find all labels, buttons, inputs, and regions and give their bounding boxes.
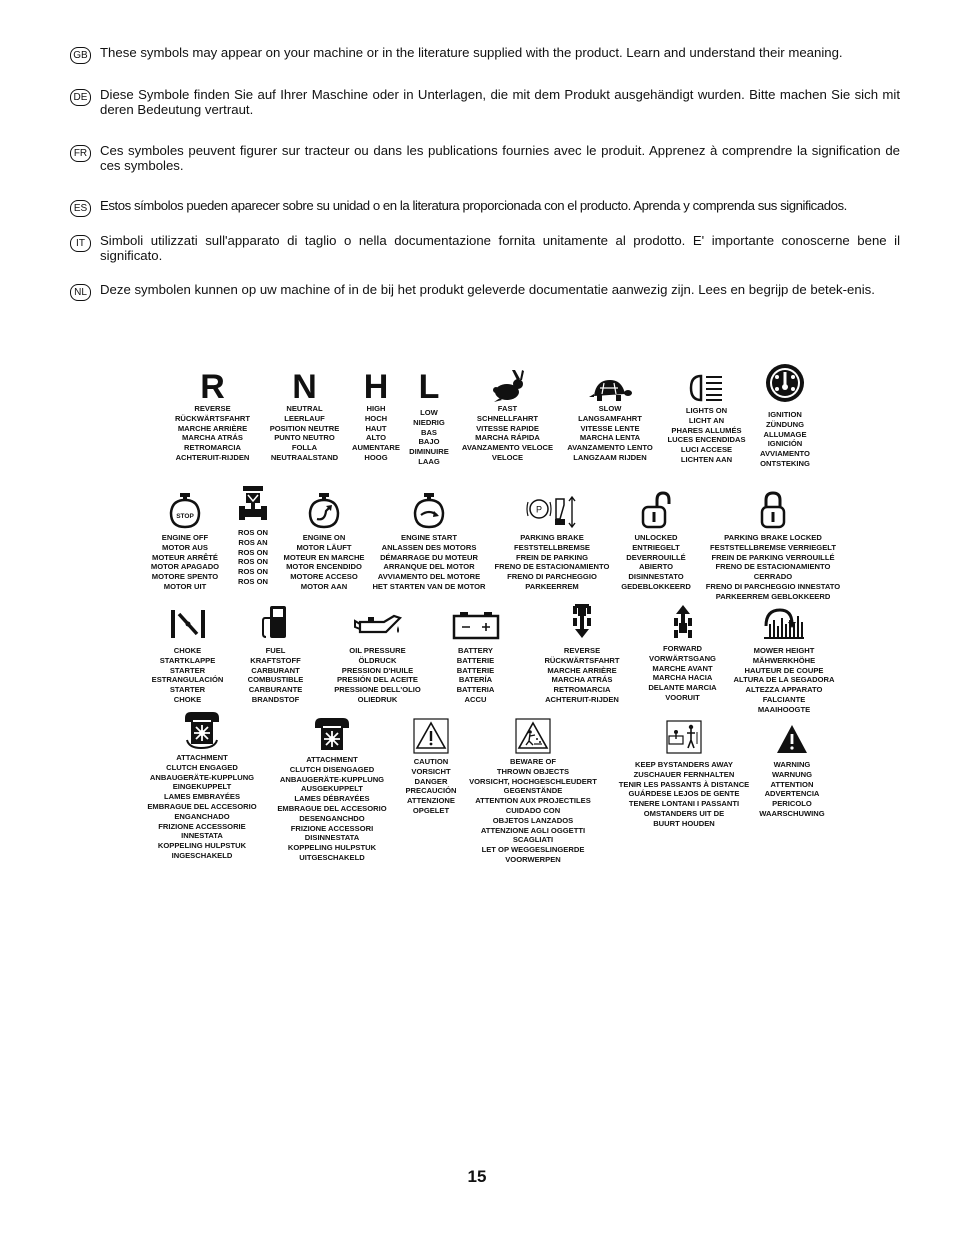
symbol-parking-locked	[695, 487, 851, 602]
symbol-bystanders	[611, 712, 757, 829]
symbol-reverse-2	[530, 598, 634, 705]
label-forward: FORWARD VORWÄRTSGANG MARCHE AVANT MARCHA HACIA DELANTE MARCIA VOORUIT	[648, 644, 717, 702]
lang-badge-de: DE	[70, 89, 91, 106]
label-reverse-2: REVERSE RÜCKWÄRTSFAHRT MARCHE ARRIÈRE MARCHA ATRÁS RETROMARCIA ACHTERUIT-RIJDEN	[544, 646, 620, 704]
thrown-objects-icon	[515, 718, 551, 754]
engine-start-icon	[413, 491, 445, 529]
warning-triangle-icon	[776, 724, 808, 754]
label-slow: SLOW LANGSAMFAHRT VITESSE LENTE MARCHA LENTA AVANZAMENTO LENTO LANGZAAM RIJDEN	[567, 404, 653, 462]
lang-badge-gb: GB	[70, 47, 91, 64]
label-reverse: REVERSE RÜCKWÄRTSFAHRT MARCHE ARRIÈRE MARCHA ATRÁS RETROMARCIA ACHTERUIT-RIJDEN	[174, 404, 251, 462]
label-thrown-objects: BEWARE OF THROWN OBJECTS VORSICHT, HOCHGESCHLEUDERT GEGENSTÄNDE ATTENTION AUX PROJECTILES CUIDADO CON OBJETOS LANZADOS ATTENZIONE AGLI OGGETTI SCAGLIATI LET OP WEGGESLINGERDE VOORWERPEN	[469, 757, 597, 864]
engine-stop-icon	[168, 491, 202, 529]
turtle-icon	[588, 374, 632, 404]
label-engine-on: ENGINE ON MOTOR LÄUFT MOTEUR EN MARCHE MOTOR ENCENDIDO MOTORE ACCESO MOTOR AAN	[283, 533, 365, 591]
symbol-choke	[140, 598, 235, 705]
symbol-engine-off	[140, 487, 230, 592]
intro-de	[70, 88, 900, 117]
symbol-forward	[640, 598, 725, 703]
low-letter-icon: L	[418, 368, 440, 406]
lang-badge-es: ES	[70, 200, 91, 217]
label-unlocked: UNLOCKED ENTRIEGELT DEVERROUILLÉ ABIERTO DISINNESTATO GEDEBLOKKEERD	[621, 533, 691, 591]
label-ros-on: ROS ON ROS AN ROS ON ROS ON ROS ON ROS ON	[238, 528, 268, 586]
clutch-disengaged-icon	[311, 716, 353, 752]
symbol-engine-start	[365, 487, 493, 592]
symbol-neutral	[262, 362, 347, 463]
label-mower-height: MOWER HEIGHT MÄHWERKHÖHE HAUTEUR DE COUPE ALTURA DE LA SEGADORA ALTEZZA APPARATO FALCIANTE MAAIHOOGTE	[733, 646, 835, 714]
reverse-operation-icon	[238, 484, 268, 524]
label-oil: OIL PRESSURE ÖLDRUCK PRESSION D'HUILE PRESIÓN DEL ACEITE PRESSIONE DELL'OLIO OLIEDRUK	[334, 646, 421, 704]
label-engine-start: ENGINE START ANLASSEN DES MOTORS DÉMARRAGE DU MOTEUR ARRANQUE DEL MOTOR AVVIAMENTO DEL MOTORE HET STARTEN VAN DE MOTOR	[372, 533, 486, 591]
engine-run-icon	[308, 491, 340, 529]
intro-nl	[70, 283, 900, 301]
parking-brake-icon	[526, 495, 578, 529]
stop-text: STOP	[176, 513, 194, 520]
label-choke: CHOKE STARTKLAPPE STARTER ESTRANGULACIÓN STARTER CHOKE	[151, 646, 224, 704]
caution-triangle-icon	[413, 718, 449, 754]
locked-padlock-icon	[760, 491, 786, 529]
symbol-high	[346, 362, 406, 463]
high-letter-icon: H	[363, 368, 389, 406]
lang-badge-nl: NL	[70, 284, 91, 301]
symbol-caution	[398, 712, 464, 816]
label-low: LOW NIEDRIG BAS BAJO DIMINUIRE LAAG	[409, 408, 449, 466]
reverse-letter-icon: R	[200, 368, 225, 406]
reverse-direction-icon	[571, 602, 593, 640]
symbol-thrown-objects	[462, 712, 604, 865]
intro-text-fr: Ces symboles peuvent figurer sur tracteur ou dans les publications fournies avec le produit. Apprenez à comprendre la signification de ces symboles.	[100, 143, 900, 173]
symbol-fast	[455, 362, 560, 463]
label-bystanders: KEEP BYSTANDERS AWAY ZUSCHAUER FERNHALTEN TENIR LES PASSANTS À DISTANCE GUÁRDESE LEJOS DE GENTE TENERE LONTANI I PASSANTI OMSTANDERS UIT DE BUURT HOUDEN	[618, 760, 750, 828]
intro-es	[70, 199, 900, 217]
fuel-pump-icon	[261, 604, 291, 640]
bystanders-icon	[666, 720, 702, 754]
symbol-low	[403, 362, 455, 467]
symbol-slow	[560, 362, 660, 463]
symbol-ignition	[750, 362, 820, 469]
intro-text-de: Diese Symbole finden Sie auf Ihrer Maschine oder in Unterlagen, die mit dem Produkt ausgehändigt wurden. Bitte machen Sie sich mit deren Bedeutung vertraut.	[100, 87, 900, 117]
intro-text-it: Simboli utilizzati sull'apparato di taglio o nella documentazione fornita unitamente al prodotto. E' importante conoscerne bene il significato.	[100, 233, 900, 263]
lang-badge-fr: FR	[70, 145, 91, 162]
label-battery: BATTERY BATTERIE BATTERIE BATERÍA BATTERIA ACCU	[456, 646, 495, 704]
symbol-fuel	[238, 598, 313, 705]
label-warning: WARNING WARNUNG ATTENTION ADVERTENCIA PERICOLO WAARSCHUWING	[759, 760, 825, 818]
parking-p-text: P	[535, 504, 543, 515]
headlight-icon	[687, 372, 727, 404]
symbol-oil	[330, 598, 425, 705]
symbol-mower-height	[725, 598, 843, 715]
symbol-attach-engaged	[140, 708, 264, 861]
symbol-warning	[752, 712, 832, 819]
intro-gb	[70, 46, 900, 64]
label-fast: FAST SCHNELLFAHRT VITESSE RAPIDE MARCHA RÁPIDA AVANZAMENTO VELOCE VELOCE	[461, 404, 554, 462]
symbol-reverse	[160, 362, 265, 463]
label-high: HIGH HOCH HAUT ALTO AUMENTARE HOOG	[352, 404, 400, 462]
ignition-key-icon	[764, 362, 806, 404]
neutral-letter-icon: N	[292, 368, 317, 406]
symbol-lights	[664, 362, 749, 465]
intro-text-es: Estos símbolos pueden aparecer sobre su unidad o en la literatura proporcionada con el producto. Aprenda y comprenda sus significados.	[100, 198, 847, 213]
label-fuel: FUEL KRAFTSTOFF CARBURANT COMBUSTIBLE CARBURANTE BRANDSTOF	[247, 646, 304, 704]
label-parking-locked: PARKING BRAKE LOCKED FESTSTELLBREMSE VERRIEGELT FREIN DE PARKING VERROUILLÉ FRENO DE ESTACIONAMIENTO CERRADO FRENO DI PARCHEGGIO INNESTATO PARKEERREM GEBLOKKEERD	[705, 533, 841, 601]
symbol-battery	[443, 598, 508, 705]
symbol-attach-disengaged	[268, 710, 396, 863]
intro-fr	[70, 144, 900, 173]
label-attach-engaged: ATTACHMENT CLUTCH ENGAGED ANBAUGERÄTE-KUPPLUNG EINGEKUPPELT LAMES EMBRAYÉES EMBRAGUE DEL ACCESORIO ENGANCHADO FRIZIONE ACCESSORIE INNESTATA KOPPELING HULPSTUK INGESCHAKELD	[147, 753, 257, 860]
lang-badge-it: IT	[70, 235, 91, 252]
mower-height-icon	[762, 604, 806, 640]
forward-direction-icon	[672, 604, 694, 640]
choke-icon	[168, 608, 208, 640]
intro-text-nl: Deze symbolen kunnen op uw machine of in de bij het produkt geleverde documentatie aanwezig zijn. Lees en begrijp de betek-enis.	[100, 282, 875, 297]
label-caution: CAUTION VORSICHT DANGER PRECAUCIÓN ATTENZIONE OPGELET	[405, 757, 457, 815]
label-lights: LIGHTS ON LICHT AN PHARES ALLUMÉS LUCES ENCENDIDAS LUCI ACCESE LICHTEN AAN	[667, 406, 746, 464]
symbol-engine-on	[278, 487, 370, 592]
unlocked-padlock-icon	[641, 491, 671, 529]
symbol-parking-brake	[487, 487, 617, 592]
label-ignition: IGNITION ZÜNDUNG ALLUMAGE IGNICIÓN AVVIAMENTO ONTSTEKING	[760, 410, 810, 468]
intro-text-gb: These symbols may appear on your machine or in the literature supplied with the product. Learn and understand their meaning.	[100, 45, 843, 60]
oil-can-icon	[354, 610, 402, 640]
battery-icon	[452, 610, 500, 640]
label-attach-disengaged: ATTACHMENT CLUTCH DISENGAGED ANBAUGERÄTE-KUPPLUNG AUSGEKUPPELT LAMES DÉBRAYÉES EMBRAGUE DEL ACCESORIO DESENGANCHDO FRIZIONE ACCESSORI DISINNESTATA KOPPELING HULPSTUK UITGESCHAKELD	[277, 755, 387, 862]
page-number: 15	[467, 1167, 487, 1186]
symbol-ros-on	[229, 472, 277, 587]
label-parking-brake: PARKING BRAKE FESTSTELLBREMSE FREIN DE PARKING FRENO DE ESTACIONAMIENTO FRENO DI PARCHEGGIO PARKEERREM	[494, 533, 610, 591]
intro-it	[70, 234, 900, 263]
clutch-engaged-icon	[181, 710, 223, 750]
rabbit-icon	[488, 368, 528, 404]
label-engine-off: ENGINE OFF MOTOR AUS MOTEUR ARRÊTÉ MOTOR APAGADO MOTORE SPENTO MOTOR UIT	[150, 533, 220, 591]
label-neutral: NEUTRAL LEERLAUF POSITION NEUTRE PUNTO NEUTRO FOLLA NEUTRAALSTAND	[269, 404, 340, 462]
symbol-unlocked	[615, 487, 697, 592]
